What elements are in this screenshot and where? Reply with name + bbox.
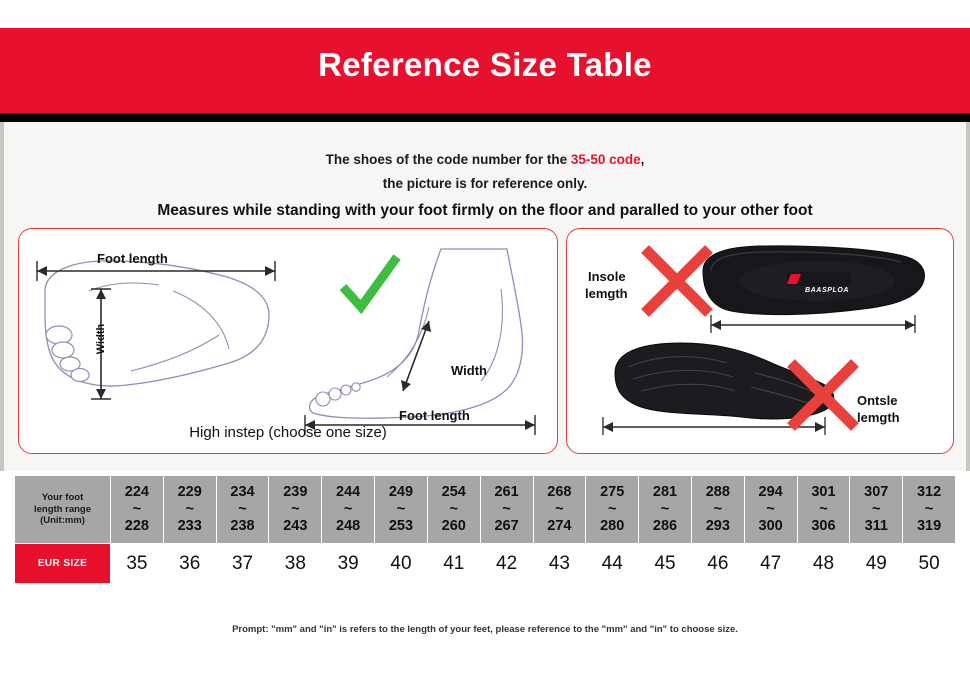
eur-size-cell: 48 xyxy=(797,544,850,584)
range-sep: ~ xyxy=(291,500,300,517)
range-max: 228 xyxy=(124,518,149,535)
red-cross-icon-insole xyxy=(637,241,717,321)
range-max: 311 xyxy=(864,518,888,535)
range-sep: ~ xyxy=(449,500,459,517)
range-cell xyxy=(427,476,480,544)
range-max: 238 xyxy=(230,518,255,535)
range-cell xyxy=(163,476,216,544)
range-cell xyxy=(480,476,533,544)
intro-line-2: the picture is for reference only. xyxy=(382,176,588,191)
range-sep: ~ xyxy=(502,500,511,517)
intro-line-1 xyxy=(0,152,970,167)
range-sep: ~ xyxy=(766,500,775,517)
range-max: 233 xyxy=(177,518,202,535)
eur-size-cell: 50 xyxy=(903,544,956,584)
foot-length-label-top: Foot length xyxy=(97,251,168,266)
range-cell xyxy=(111,476,164,544)
range-sep: ~ xyxy=(555,500,564,517)
table-row-eur-sizes xyxy=(15,544,956,584)
outsole-length-label-line1: Ontsle xyxy=(857,393,898,408)
page-title: Reference Size Table xyxy=(318,46,652,83)
eur-size-cell: 37 xyxy=(216,544,269,584)
intro-line-1-post: , xyxy=(640,152,645,167)
range-min: 224 xyxy=(124,483,149,500)
range-min: 281 xyxy=(652,483,678,500)
insole-length-label-line1: Insole xyxy=(588,269,626,284)
eur-size-cell: 35 xyxy=(111,544,164,584)
width-label-vertical: Width xyxy=(95,323,107,355)
range-cell xyxy=(903,476,956,544)
range-min: 301 xyxy=(811,483,836,500)
prompt-note: Prompt: "mm" and "in" is refers to the length of your feet, please reference to the "mm" and "in" to choose size. xyxy=(232,624,738,635)
eur-size-cell: 43 xyxy=(533,544,586,584)
range-cell xyxy=(269,476,322,544)
range-min: 288 xyxy=(705,483,730,500)
eur-size-cell: 44 xyxy=(586,544,639,584)
range-min: 275 xyxy=(600,483,625,500)
range-sep: ~ xyxy=(238,500,247,517)
range-min: 261 xyxy=(494,483,519,500)
range-sep: ~ xyxy=(132,500,142,517)
range-sep: ~ xyxy=(872,500,881,517)
range-min: 307 xyxy=(864,483,889,500)
range-sep: ~ xyxy=(343,500,353,517)
range-max: 274 xyxy=(547,518,572,535)
insole-length-label-line2: lemgth xyxy=(585,286,628,301)
range-max: 253 xyxy=(388,518,414,535)
eur-size-cell: 38 xyxy=(269,544,322,584)
range-sep: ~ xyxy=(713,500,723,517)
measure-instruction: Measures while standing with your foot firmly on the floor and paralled to your other foot xyxy=(157,202,813,219)
range-max: 293 xyxy=(705,518,730,535)
row-header-line-2: length range xyxy=(33,503,91,515)
red-cross-icon-outsole xyxy=(783,355,863,435)
range-cell xyxy=(691,476,744,544)
green-check-icon xyxy=(335,251,405,321)
eur-size-cell: 40 xyxy=(375,544,428,584)
range-cell xyxy=(322,476,375,544)
range-max: 248 xyxy=(336,518,361,535)
table-row-ranges xyxy=(15,476,956,544)
range-max: 286 xyxy=(652,518,678,535)
range-max: 280 xyxy=(600,518,625,535)
range-min: 249 xyxy=(388,483,414,500)
width-label-side: Width xyxy=(451,363,487,378)
eur-size-cell: 42 xyxy=(480,544,533,584)
range-cell xyxy=(797,476,850,544)
range-min: 254 xyxy=(441,483,466,500)
range-sep: ~ xyxy=(819,500,828,517)
range-cell xyxy=(639,476,692,544)
range-sep: ~ xyxy=(185,500,194,517)
range-cell xyxy=(533,476,586,544)
range-cell xyxy=(586,476,639,544)
eur-size-cell: 46 xyxy=(691,544,744,584)
range-max: 267 xyxy=(494,518,519,535)
row-header-foot-length xyxy=(15,476,111,544)
foot-measure-card xyxy=(18,228,558,454)
eur-size-cell: 49 xyxy=(850,544,903,584)
range-min: 312 xyxy=(916,483,942,500)
range-min: 244 xyxy=(336,483,361,500)
range-sep: ~ xyxy=(607,500,617,517)
eur-size-cell: 47 xyxy=(744,544,797,584)
header-divider xyxy=(0,113,970,122)
range-max: 319 xyxy=(916,518,942,535)
size-table xyxy=(14,475,956,584)
range-cell xyxy=(744,476,797,544)
range-max: 300 xyxy=(758,518,783,535)
range-min: 234 xyxy=(230,483,255,500)
wrong-measure-card xyxy=(566,228,954,454)
range-min: 239 xyxy=(283,483,308,500)
range-min: 268 xyxy=(547,483,572,500)
outsole-length-label-line2: lemgth xyxy=(857,410,900,425)
range-sep: ~ xyxy=(660,500,670,517)
range-cell xyxy=(850,476,903,544)
range-cell xyxy=(216,476,269,544)
eur-size-cell: 41 xyxy=(427,544,480,584)
intro-code-range: 35-50 code xyxy=(570,152,641,167)
eur-size-cell: 36 xyxy=(163,544,216,584)
row-header-line-1: Your foot xyxy=(41,491,84,503)
eur-size-cell: 39 xyxy=(322,544,375,584)
range-sep: ~ xyxy=(924,500,934,517)
intro-line-1-pre: The shoes of the code number for the xyxy=(325,152,571,167)
row-header-line-3: (Unit:mm) xyxy=(40,515,85,527)
foot-length-label-bottom: Foot length xyxy=(399,408,470,423)
range-sep: ~ xyxy=(396,500,406,517)
range-min: 294 xyxy=(758,483,783,500)
row-header-eur-size: EUR SIZE xyxy=(15,544,111,584)
range-min: 229 xyxy=(177,483,202,500)
high-instep-note: High instep (choose one size) xyxy=(189,424,387,441)
range-max: 260 xyxy=(441,518,466,535)
range-max: 243 xyxy=(283,518,308,535)
eur-size-cell: 45 xyxy=(639,544,692,584)
range-cell xyxy=(375,476,428,544)
range-max: 306 xyxy=(811,518,836,535)
brand-label: BAASPLOA xyxy=(805,287,850,294)
